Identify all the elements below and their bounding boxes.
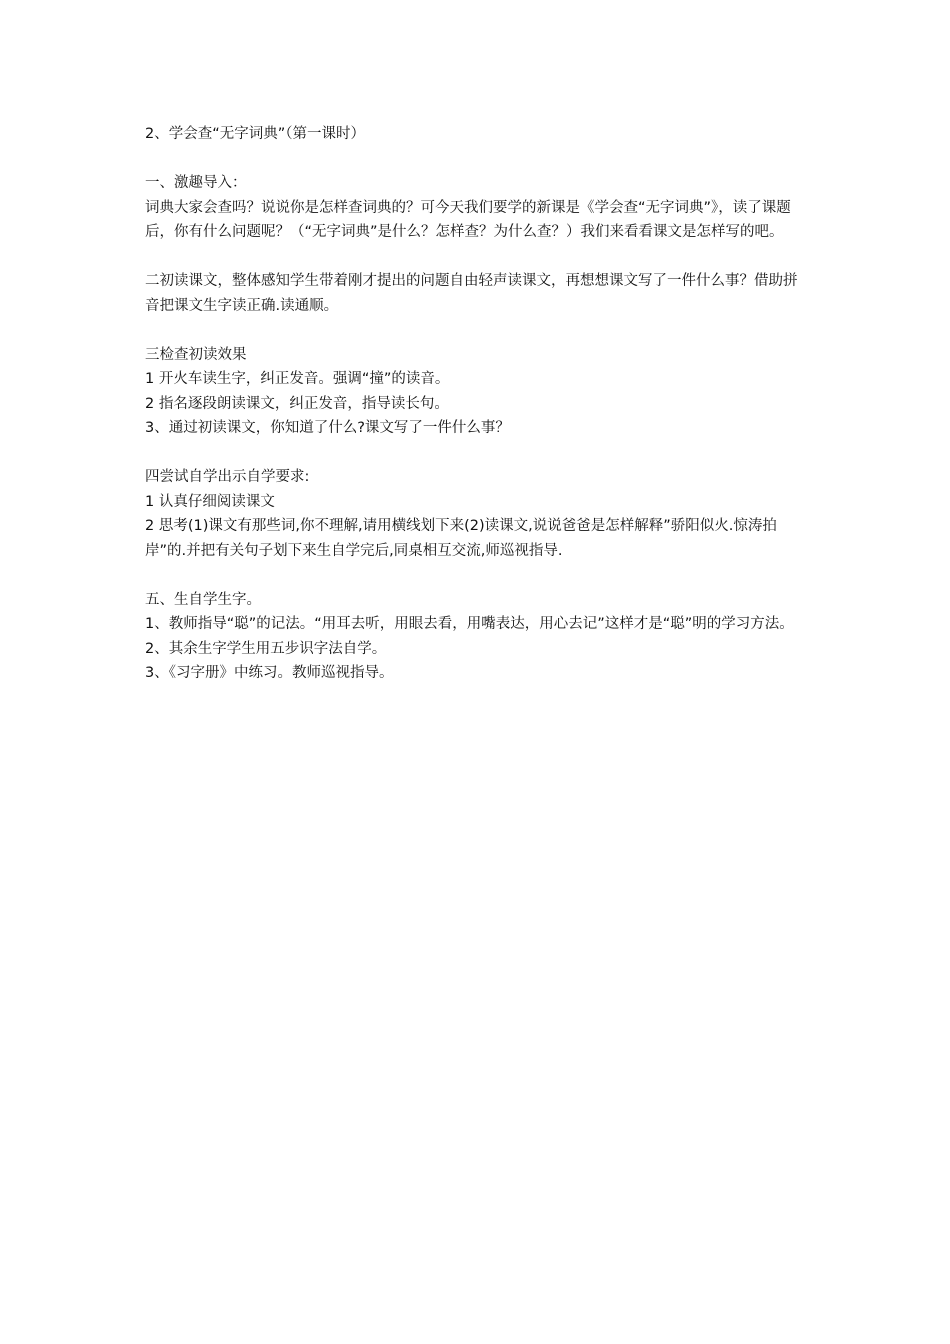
section-5-heading: 五、生自学生字。 [145, 591, 261, 608]
section-3-item: 2 指名逐段朗读课文，纠正发音，指导读长句。 [145, 395, 449, 412]
spacer [145, 318, 810, 343]
section-5-item: 3、《习字册》中练习。教师巡视指导。 [145, 665, 394, 681]
section-4-heading: 四尝试自学出示自学要求: [145, 469, 310, 485]
spacer [145, 147, 810, 172]
section-1-heading: 一、激趣导入： [145, 175, 247, 191]
section-3-item: 1 开火车读生字，纠正发音。强调“撞”的读音。 [145, 371, 450, 387]
section-3-item: 3、通过初读课文，你知道了什么?课文写了一件什么事？ [145, 420, 510, 436]
section-2-paragraph: 二初读课文，整体感知学生带着刚才提出的问题自由轻声读课文，再想想课文写了一件什么事？借助拼音把课文生字读正确.读通顺。 [145, 273, 798, 314]
section-5-item: 2、其余生字学生用五步识字法自学。 [145, 640, 387, 657]
document-body [145, 122, 810, 686]
spacer [145, 245, 810, 270]
section-4-item: 1 认真仔细阅读课文 [145, 493, 275, 510]
section-4-item: 2 思考(1)课文有那些词,你不理解,请用横线划下来(2)读课文,说说爸爸是怎样解释”骄阳似火.惊涛拍岸”的.并把有关句子划下来生自学完后,同桌相互交流,师巡视指导. [145, 518, 777, 559]
spacer [145, 563, 810, 588]
document-title: 2、学会查“无字词典”（第一课时） [145, 126, 365, 142]
spacer [145, 441, 810, 466]
section-1-paragraph: 词典大家会查吗？说说你是怎样查词典的？可今天我们要学的新课是《学会查“无字词典”》，读了课题后，你有什么问题呢？（“无字词典”是什么？怎样查？为什么查？）我们来看看课文是怎样写的吧。 [145, 199, 791, 240]
section-3-heading: 三检查初读效果 [145, 346, 247, 363]
section-5-item: 1、教师指导“聪”的记法。“用耳去听，用眼去看，用嘴表达，用心去记”这样才是“聪”明的学习方法。 [145, 616, 794, 632]
